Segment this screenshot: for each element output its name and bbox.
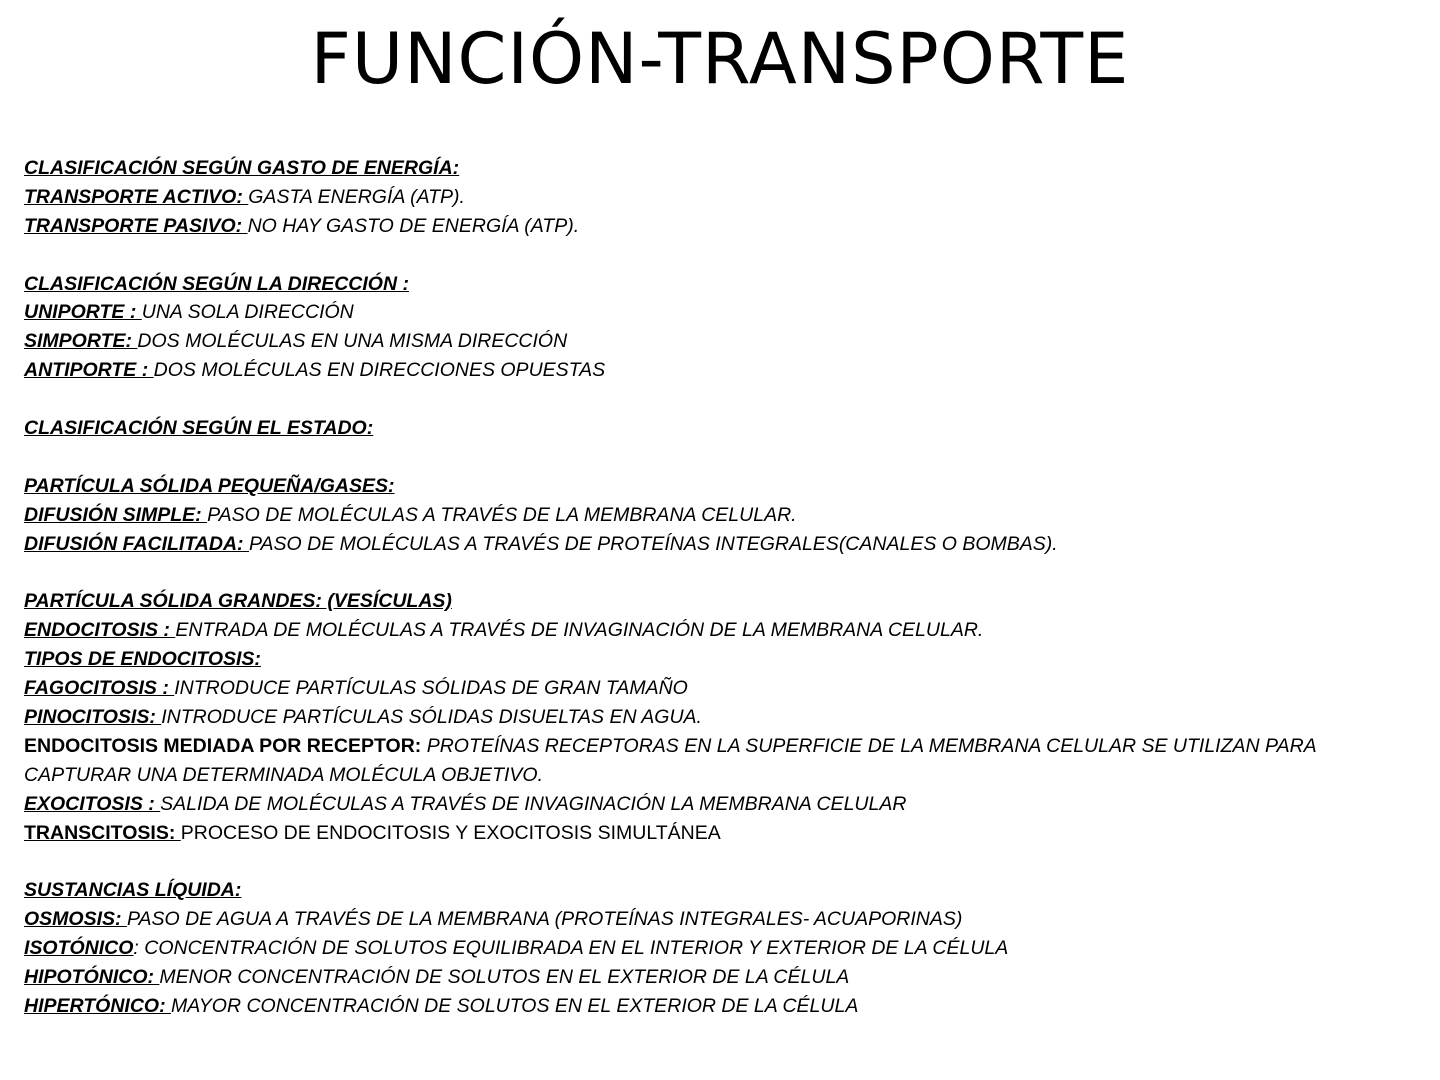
- receptor-endocitosis-line: [24, 732, 1424, 790]
- receptor-endocitosis-label: ENDOCITOSIS MEDIADA POR RECEPTOR:: [24, 734, 427, 757]
- simple-diffusion-label: DIFUSIÓN SIMPLE:: [24, 503, 208, 526]
- pinocitosis-label: PINOCITOSIS:: [24, 705, 162, 728]
- state-heading-line: [24, 414, 1424, 443]
- pinocitosis-text: INTRODUCE PARTÍCULAS SÓLIDAS DISUELTAS EN AGUA.: [161, 705, 702, 728]
- antiporte-line: [24, 356, 1424, 385]
- page-title: FUNCIÓN-TRANSPORTE: [310, 18, 1130, 100]
- spacer: [24, 241, 1424, 270]
- osmosis-label: OSMOSIS:: [24, 908, 127, 931]
- receptor-endocitosis-text: PROTEÍNAS RECEPTORAS EN LA SUPERFICIE DE LA MEMBRANA CELULAR SE UTILIZAN PARA CAPTURAR UNA DETERMINADA MOLÉCULA OBJETIVO.: [24, 734, 1316, 786]
- uniporte-label: UNIPORTE :: [24, 301, 142, 324]
- endocitosis-types-heading: TIPOS DE ENDOCITOSIS:: [24, 648, 261, 671]
- transcitosis-line: [24, 819, 1424, 848]
- hipotonico-text: MENOR CONCENTRACIÓN DE SOLUTOS EN EL EXTERIOR DE LA CÉLULA: [159, 965, 850, 988]
- hipotonico-label: HIPOTÓNICO:: [24, 965, 160, 988]
- spacer: [24, 385, 1424, 414]
- small-particles-heading-line: [24, 472, 1424, 501]
- spacer: [24, 443, 1424, 472]
- facilitated-diffusion-line: [24, 530, 1424, 559]
- pinocitosis-line: [24, 703, 1424, 732]
- fagocitosis-text: INTRODUCE PARTÍCULAS SÓLIDAS DE GRAN TAMAÑO: [174, 677, 688, 700]
- energy-heading-line: [24, 154, 1424, 183]
- fagocitosis-label: FAGOCITOSIS :: [24, 677, 175, 700]
- transcitosis-label: TRANSCITOSIS:: [24, 821, 181, 844]
- exocitosis-label: EXOCITOSIS :: [24, 792, 161, 815]
- direction-heading-line: [24, 270, 1424, 299]
- active-transport-line: [24, 183, 1424, 212]
- facilitated-diffusion-text: PASO DE MOLÉCULAS A TRAVÉS DE PROTEÍNAS INTEGRALES(CANALES O BOMBAS).: [248, 532, 1058, 555]
- passive-transport-text: NO HAY GASTO DE ENERGÍA (ATP).: [247, 214, 580, 237]
- antiporte-label: ANTIPORTE :: [24, 359, 154, 382]
- hipotonico-line: [24, 963, 1424, 992]
- isotonico-text: : CONCENTRACIÓN DE SOLUTOS EQUILIBRADA EN EL INTERIOR Y EXTERIOR DE LA CÉLULA: [133, 937, 1009, 960]
- antiporte-text: DOS MOLÉCULAS EN DIRECCIONES OPUESTAS: [153, 359, 606, 382]
- simporte-text: DOS MOLÉCULAS EN UNA MISMA DIRECCIÓN: [137, 330, 568, 353]
- hipertonico-line: [24, 992, 1424, 1021]
- passive-transport-label: TRANSPORTE PASIVO:: [24, 214, 248, 237]
- document-body: [24, 154, 1424, 1021]
- exocitosis-line: [24, 790, 1424, 819]
- endocitosis-text: ENTRADA DE MOLÉCULAS A TRAVÉS DE INVAGINACIÓN DE LA MEMBRANA CELULAR.: [175, 619, 984, 642]
- simple-diffusion-text: PASO DE MOLÉCULAS A TRAVÉS DE LA MEMBRANA CELULAR.: [207, 503, 797, 526]
- simporte-label: SIMPORTE:: [24, 330, 138, 353]
- direction-heading: CLASIFICACIÓN SEGÚN LA DIRECCIÓN :: [24, 272, 409, 295]
- simporte-line: [24, 327, 1424, 356]
- transcitosis-text: PROCESO DE ENDOCITOSIS Y EXOCITOSIS SIMULTÁNEA: [180, 821, 721, 844]
- large-particles-heading-line: [24, 587, 1424, 616]
- endocitosis-label: ENDOCITOSIS :: [24, 619, 176, 642]
- simple-diffusion-line: [24, 501, 1424, 530]
- state-heading: CLASIFICACIÓN SEGÚN EL ESTADO:: [24, 417, 374, 440]
- osmosis-text: PASO DE AGUA A TRAVÉS DE LA MEMBRANA (PROTEÍNAS INTEGRALES- ACUAPORINAS): [126, 908, 963, 931]
- spacer: [24, 847, 1424, 876]
- facilitated-diffusion-label: DIFUSIÓN FACILITADA:: [24, 532, 249, 555]
- small-particles-heading: PARTÍCULA SÓLIDA PEQUEÑA/GASES:: [24, 474, 395, 497]
- fagocitosis-line: [24, 674, 1424, 703]
- uniporte-text: UNA SOLA DIRECCIÓN: [141, 301, 354, 324]
- liquid-heading-line: [24, 876, 1424, 905]
- passive-transport-line: [24, 212, 1424, 241]
- active-transport-text: GASTA ENERGÍA (ATP).: [248, 185, 465, 208]
- endocitosis-types-heading-line: [24, 645, 1424, 674]
- hipertonico-text: MAYOR CONCENTRACIÓN DE SOLUTOS EN EL EXTERIOR DE LA CÉLULA: [170, 994, 859, 1017]
- endocitosis-line: [24, 616, 1424, 645]
- uniporte-line: [24, 298, 1424, 327]
- isotonico-label: ISOTÓNICO: [24, 937, 134, 960]
- exocitosis-text: SALIDA DE MOLÉCULAS A TRAVÉS DE INVAGINACIÓN LA MEMBRANA CELULAR: [160, 792, 907, 815]
- active-transport-label: TRANSPORTE ACTIVO:: [24, 185, 249, 208]
- isotonico-line: [24, 934, 1424, 963]
- hipertonico-label: HIPERTÓNICO:: [24, 994, 171, 1017]
- large-particles-heading: PARTÍCULA SÓLIDA GRANDES: (VESÍCULAS): [24, 590, 452, 613]
- spacer: [24, 558, 1424, 587]
- energy-heading: CLASIFICACIÓN SEGÚN GASTO DE ENERGÍA:: [24, 157, 460, 179]
- liquid-heading: SUSTANCIAS LÍQUIDA:: [24, 879, 242, 902]
- osmosis-line: [24, 905, 1424, 934]
